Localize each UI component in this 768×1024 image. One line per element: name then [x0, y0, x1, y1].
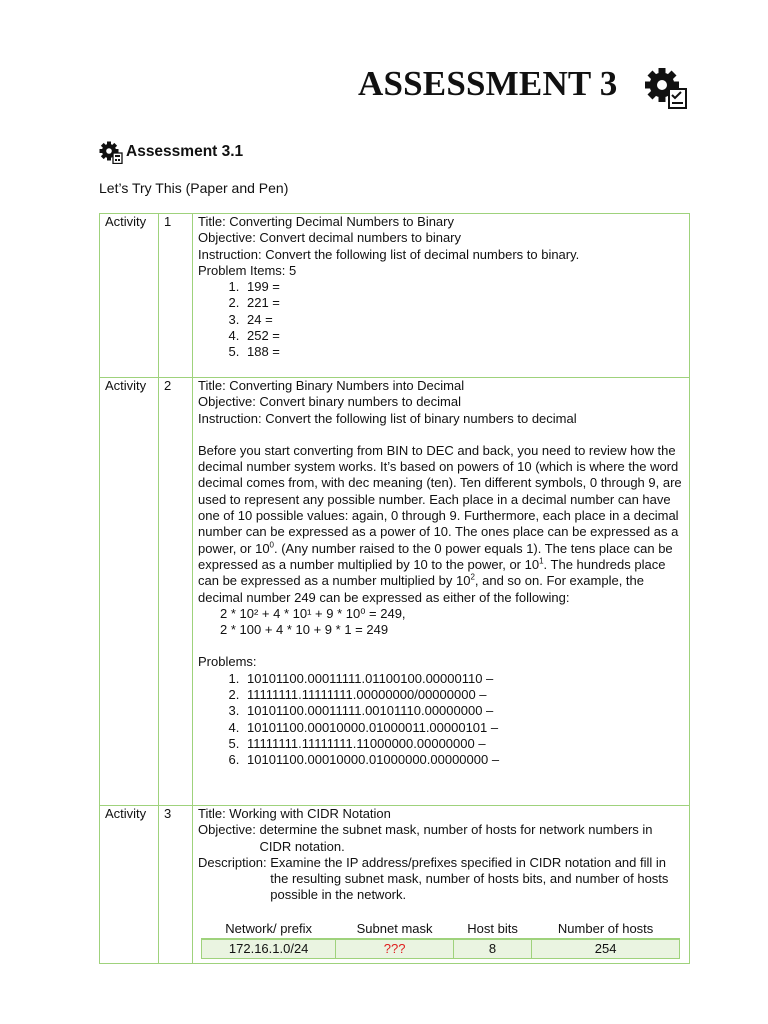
activity-instruction: Instruction: Convert the following list of binary numbers to decimal: [198, 410, 577, 426]
objective-text: determine the subnet mask, number of hosts for network numbers in CIDR notation.: [259, 822, 653, 854]
activity-label: Activity: [100, 806, 159, 964]
activity-content: [193, 378, 690, 806]
list-item: 5. 188 =: [243, 344, 684, 360]
list-item: 4. 10101100.00010000.01000011.00000101 –: [243, 720, 684, 736]
header-host-bits: Host bits: [453, 918, 531, 939]
cell-host-bits: 8: [453, 939, 531, 959]
activity-number: 1: [159, 214, 193, 378]
list-item: 4. 252 =: [243, 328, 684, 344]
list-item: 5. 11111111.11111111.11000000.00000000 –: [243, 736, 684, 752]
gear-checklist-icon: [644, 65, 688, 109]
decimal-system-explanation: Before you start converting from BIN to DEC and back, you need to review how the decimal number system works. It’s based on powers of 10 (which is where the word decimal comes from, with dec meaning (ten). Ten different symbols, 0 through 9, are used to represent any possible number. Each place in a decimal number can have one of 10 possible values: again, 0 through 9. Furthermore, each place in a decimal number can be expressed as a power of 10. The ones place can be expressed as a power, or $10^0$. (Any number raised to the 0 power equals 1). The tens place can be expressed as a number multiplied by 10 to the power, or $10^1$. The hundreds place can be expressed as a number multiplied by $10^2$, and so on. For example, the decimal number 249 can be expressed as either of the following:: [198, 442, 682, 605]
activity-title: Title: Converting Decimal Numbers to Binary: [198, 214, 454, 229]
binary-problem-list: [198, 671, 684, 769]
activity-row-3: [100, 806, 690, 964]
header-network-prefix: Network/ prefix: [202, 918, 336, 939]
cidr-table: [201, 918, 680, 960]
activity-label: Activity: [100, 378, 159, 806]
list-item: 6. 10101100.00010000.01000000.00000000 –: [243, 752, 684, 768]
activity-row-2: [100, 378, 690, 806]
intro-text: Let’s Try This (Paper and Pen): [99, 180, 289, 196]
table-row: [202, 939, 680, 959]
problems-label: Problems:: [198, 654, 257, 670]
cell-number-of-hosts: 254: [532, 939, 680, 959]
description-text: Examine the IP address/prefixes specified in CIDR notation and fill in the resulting subnet mask, number of hosts bits, and number of hosts possible in the network.: [270, 854, 669, 903]
formula-powers: 2 * 10² + 4 * 10¹ + 9 * 10⁰ = 249,: [220, 605, 406, 621]
list-item: 2. 221 =: [243, 295, 684, 311]
objective-label: Objective:: [198, 822, 256, 838]
page-title: ASSESSMENT 3: [358, 64, 618, 103]
activity-instruction: Instruction: Convert the following list of decimal numbers to binary.: [198, 246, 580, 262]
activity-description: [198, 855, 684, 904]
activity-title: Title: Converting Binary Numbers into Decimal: [198, 378, 465, 393]
cidr-header-row: [202, 918, 680, 939]
activity-objective: Objective: Convert decimal numbers to binary: [198, 230, 462, 246]
cell-network-prefix: 172.16.1.0/24: [202, 939, 336, 959]
cell-subnet-mask: ???: [336, 939, 454, 959]
activity-number: 2: [159, 378, 193, 806]
formula-expanded: 2 * 100 + 4 * 10 + 9 * 1 = 249: [220, 622, 389, 638]
activity-content: [193, 806, 690, 964]
activities-table: [99, 213, 690, 964]
problem-items-count: Problem Items: 5: [198, 262, 297, 278]
activity-objective: [198, 822, 684, 855]
header-subnet-mask: Subnet mask: [336, 918, 454, 939]
list-item: 3. 24 =: [243, 312, 684, 328]
description-label: Description:: [198, 854, 267, 870]
list-item: 1. 199 =: [243, 279, 684, 295]
decimal-problem-list: [198, 279, 684, 360]
header-number-of-hosts: Number of hosts: [532, 918, 680, 939]
gear-calculator-icon: [99, 140, 123, 164]
activity-label: Activity: [100, 214, 159, 378]
list-item: 1. 10101100.00011111.01100100.00000110 –: [243, 671, 684, 687]
list-item: 2. 11111111.11111111.00000000/00000000 –: [243, 687, 684, 703]
section-title: Assessment 3.1: [126, 143, 244, 160]
activity-number: 3: [159, 806, 193, 964]
activity-content: [193, 214, 690, 378]
activity-objective: Objective: Convert binary numbers to decimal: [198, 394, 462, 410]
activity-title: Title: Working with CIDR Notation: [198, 806, 391, 821]
list-item: 3. 10101100.00011111.00101110.00000000 –: [243, 703, 684, 719]
activity-row-1: [100, 214, 690, 378]
